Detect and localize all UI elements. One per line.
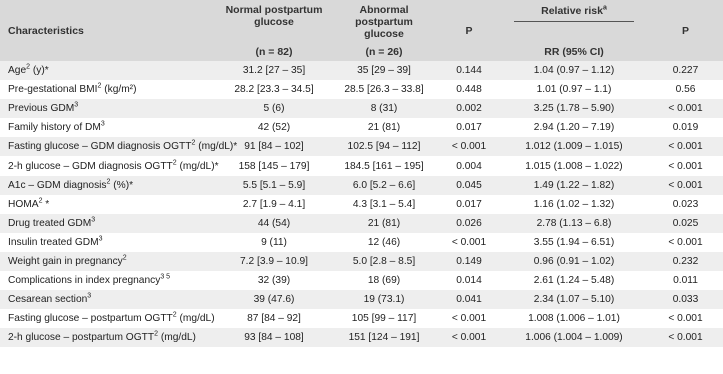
rr-p-value: 0.011: [648, 271, 723, 290]
abnormal-value: 35 [29 – 39]: [330, 61, 438, 80]
table-header: [0, 0, 723, 61]
characteristic-label: 2-h glucose – postpartum OGTT: [8, 332, 155, 344]
abnormal-value: 151 [124 – 191]: [330, 328, 438, 347]
rr-p-value: 0.232: [648, 252, 723, 271]
p-value: 0.017: [438, 118, 500, 137]
row-characteristic: [0, 156, 218, 175]
table-row: [0, 80, 723, 99]
table-row: [0, 271, 723, 290]
table-row: [0, 214, 723, 233]
characteristic-footnote: 2: [154, 330, 158, 338]
rr-p-value: < 0.001: [648, 156, 723, 175]
characteristic-label: Complications in index pregnancy: [8, 275, 161, 287]
row-characteristic: [0, 233, 218, 252]
header-characteristics: Characteristics: [0, 0, 218, 61]
characteristic-footnote: 3 5: [160, 273, 171, 281]
characteristic-footnote: 2: [106, 178, 111, 186]
p-value: 0.448: [438, 80, 500, 99]
row-characteristic: [0, 137, 238, 156]
normal-value: 9 (11): [218, 233, 330, 252]
characteristic-unit: (%)*: [110, 179, 134, 191]
abnormal-value: 21 (81): [330, 214, 438, 233]
table-row: [0, 328, 723, 347]
relative-risk-value: 1.008 (1.006 – 1.01): [500, 309, 648, 328]
rr-p-value: < 0.001: [648, 309, 723, 328]
characteristic-footnote: 3: [91, 216, 96, 224]
p-value: 0.149: [438, 252, 500, 271]
relative-risk-label: Relative risk: [541, 5, 603, 17]
normal-value: 44 (54): [218, 214, 330, 233]
p-value: 0.026: [438, 214, 500, 233]
characteristic-footnote: 2: [191, 140, 196, 148]
p-value: 0.014: [438, 271, 500, 290]
characteristic-footnote: 2: [122, 254, 127, 262]
row-characteristic: [0, 328, 218, 347]
relative-risk-value: 3.55 (1.94 – 6.51): [500, 233, 648, 252]
normal-value: 5.5 [5.1 – 5.9]: [218, 176, 330, 195]
header-relative-risk: [500, 0, 648, 43]
abnormal-value: 12 (46): [330, 233, 438, 252]
p-value: < 0.001: [438, 328, 500, 347]
characteristic-label: Fasting glucose – postpartum OGTT: [8, 313, 173, 325]
table-row: [0, 233, 723, 252]
characteristic-unit: (kg/m²): [101, 84, 137, 96]
abnormal-value: 6.0 [5.2 – 6.6]: [330, 176, 438, 195]
relative-risk-value: 1.012 (1.009 – 1.015): [500, 137, 648, 156]
characteristic-label: Drug treated GDM: [8, 217, 92, 229]
table-body: [0, 61, 723, 347]
p-value: 0.144: [438, 61, 500, 80]
abnormal-value: 184.5 [161 – 195]: [330, 156, 438, 175]
row-characteristic: [0, 118, 218, 137]
characteristic-unit: *: [42, 198, 50, 210]
row-characteristic: [0, 252, 218, 271]
relative-risk-value: 1.015 (1.008 – 1.022): [500, 156, 648, 175]
relative-risk-value: 2.61 (1.24 – 5.48): [500, 271, 648, 290]
characteristic-unit: (mg/dL)*: [195, 141, 238, 153]
p-value: < 0.001: [438, 233, 500, 252]
normal-value: 2.7 [1.9 – 4.1]: [218, 195, 330, 214]
characteristic-unit: (mg/dL): [158, 332, 196, 344]
abnormal-value: 18 (69): [330, 271, 438, 290]
rr-p-value: < 0.001: [648, 328, 723, 347]
rr-p-value: 0.56: [648, 80, 723, 99]
relative-risk-value: 2.34 (1.07 – 5.10): [500, 290, 648, 309]
abnormal-value: 19 (73.1): [330, 290, 438, 309]
characteristic-label: Weight gain in pregnancy: [8, 255, 123, 267]
normal-value: 91 [84 – 102]: [218, 137, 330, 156]
characteristic-footnote: 2: [38, 197, 43, 205]
table-row: [0, 156, 723, 175]
header-p-value-rr: P: [648, 0, 723, 61]
characteristic-footnote: 3: [74, 101, 79, 109]
row-characteristic: [0, 61, 218, 80]
rr-p-value: < 0.001: [648, 99, 723, 118]
row-characteristic: [0, 309, 218, 328]
abnormal-value: 21 (81): [330, 118, 438, 137]
characteristic-footnote: 2: [172, 159, 177, 167]
p-value: 0.017: [438, 195, 500, 214]
header-abnormal-glucose: Abnormal postpartum glucose: [330, 0, 438, 43]
normal-value: 39 (47.6): [218, 290, 330, 309]
characteristic-footnote: 2: [26, 63, 31, 71]
table-row: [0, 195, 723, 214]
characteristic-label: Pre-gestational BMI: [8, 84, 98, 96]
relative-risk-superscript: a: [602, 4, 607, 12]
abnormal-value: 5.0 [2.8 – 8.5]: [330, 252, 438, 271]
characteristic-label: Family history of DM: [8, 122, 101, 134]
header-rr-ci: RR (95% CI): [500, 43, 648, 61]
characteristic-label: Fasting glucose – GDM diagnosis OGTT: [8, 141, 192, 153]
p-value: < 0.001: [438, 137, 500, 156]
abnormal-value: 8 (31): [330, 99, 438, 118]
relative-risk-value: 1.49 (1.22 – 1.82): [500, 176, 648, 195]
relative-risk-value: 1.16 (1.02 – 1.32): [500, 195, 648, 214]
rr-p-value: < 0.001: [648, 137, 723, 156]
normal-value: 28.2 [23.3 – 34.5]: [218, 80, 330, 99]
rr-p-value: < 0.001: [648, 233, 723, 252]
normal-value: 31.2 [27 – 35]: [218, 61, 330, 80]
header-normal-glucose: Normal postpartum glucose: [218, 0, 330, 43]
abnormal-value: 105 [99 – 117]: [330, 309, 438, 328]
row-characteristic: [0, 214, 218, 233]
characteristic-label: Insulin treated GDM: [8, 236, 99, 248]
row-characteristic: [0, 99, 218, 118]
table-row: [0, 176, 723, 195]
p-value: 0.041: [438, 290, 500, 309]
p-value: < 0.001: [438, 309, 500, 328]
characteristic-unit: (mg/dL): [176, 313, 215, 325]
p-value: 0.002: [438, 99, 500, 118]
header-n-abnormal: (n = 26): [330, 43, 438, 61]
relative-risk-value: 3.25 (1.78 – 5.90): [500, 99, 648, 118]
rr-p-value: 0.019: [648, 118, 723, 137]
table-row: [0, 252, 723, 271]
abnormal-value: 102.5 [94 – 112]: [330, 137, 438, 156]
table-row: [0, 61, 723, 80]
row-characteristic: [0, 176, 218, 195]
row-characteristic: [0, 290, 218, 309]
relative-risk-value: 1.01 (0.97 – 1.1): [500, 80, 648, 99]
characteristic-label: Previous GDM: [8, 103, 75, 115]
rr-p-value: < 0.001: [648, 176, 723, 195]
row-characteristic: [0, 271, 218, 290]
characteristic-label: Cesarean section: [8, 294, 88, 306]
normal-value: 5 (6): [218, 99, 330, 118]
characteristic-label: 2-h glucose – GDM diagnosis OGTT: [8, 160, 173, 172]
table-row: [0, 290, 723, 309]
characteristic-unit: (y)*: [30, 65, 49, 77]
rr-p-value: 0.025: [648, 214, 723, 233]
characteristic-label: HOMA: [8, 198, 39, 210]
table-row: [0, 99, 723, 118]
p-value: 0.045: [438, 176, 500, 195]
header-row-1: [0, 0, 723, 43]
characteristic-footnote: 3: [98, 235, 103, 243]
relative-risk-value: 2.78 (1.13 – 6.8): [500, 214, 648, 233]
characteristic-label: Age: [8, 65, 27, 77]
characteristic-footnote: 2: [172, 311, 177, 319]
characteristic-footnote: 2: [97, 82, 102, 90]
normal-value: 87 [84 – 92]: [218, 309, 330, 328]
relative-risk-value: 0.96 (0.91 – 1.02): [500, 252, 648, 271]
abnormal-value: 4.3 [3.1 – 5.4]: [330, 195, 438, 214]
relative-risk-value: 1.006 (1.004 – 1.009): [500, 328, 648, 347]
characteristic-footnote: 3: [87, 292, 92, 300]
rr-p-value: 0.023: [648, 195, 723, 214]
table-row: [0, 118, 723, 137]
normal-value: 7.2 [3.9 – 10.9]: [218, 252, 330, 271]
header-n-normal: (n = 82): [218, 43, 330, 61]
p-value: 0.004: [438, 156, 500, 175]
row-characteristic: [0, 195, 218, 214]
normal-value: 158 [145 – 179]: [218, 156, 330, 175]
table-row: [0, 137, 723, 156]
table-row: [0, 309, 723, 328]
relative-risk-value: 1.04 (0.97 – 1.12): [500, 61, 648, 80]
row-characteristic: [0, 80, 218, 99]
normal-value: 32 (39): [218, 271, 330, 290]
normal-value: 93 [84 – 108]: [218, 328, 330, 347]
characteristic-label: A1c – GDM diagnosis: [8, 179, 107, 191]
rr-p-value: 0.033: [648, 290, 723, 309]
characteristic-footnote: 3: [100, 120, 105, 128]
relative-risk-value: 2.94 (1.20 – 7.19): [500, 118, 648, 137]
characteristic-unit: (mg/dL)*: [176, 160, 219, 172]
abnormal-value: 28.5 [26.3 – 33.8]: [330, 80, 438, 99]
normal-value: 42 (52): [218, 118, 330, 137]
header-p-value: P: [438, 0, 500, 61]
rr-p-value: 0.227: [648, 61, 723, 80]
